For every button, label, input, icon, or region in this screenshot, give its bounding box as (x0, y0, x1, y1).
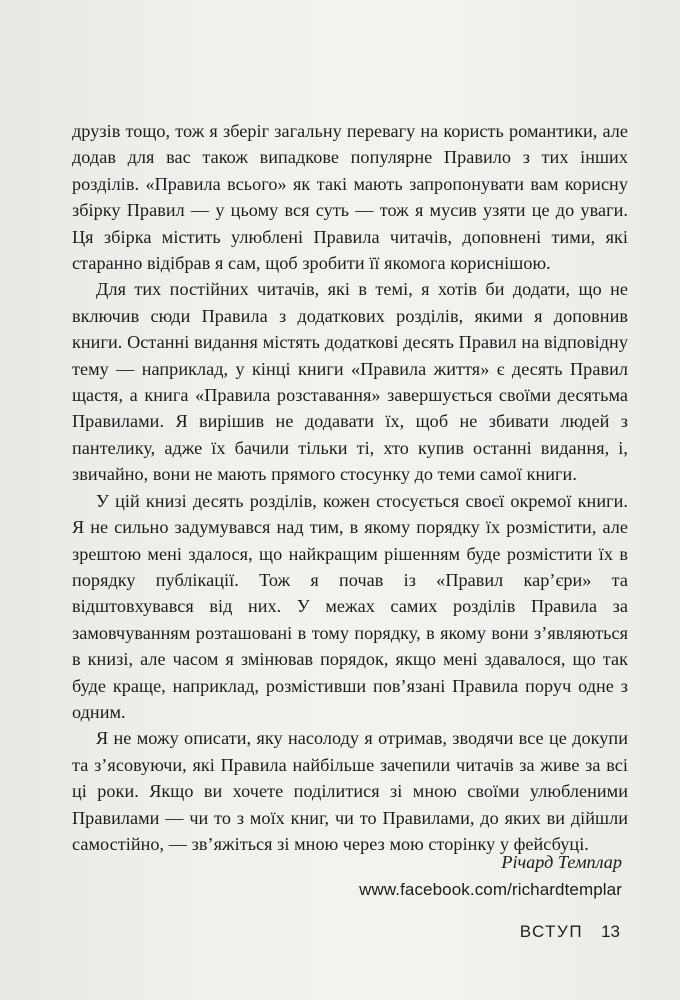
signature-block (202, 848, 622, 904)
paragraph: У цій книзі десять розділів, кожен стосується своєї окремої книги. Я не сильно задумувався над тим, в якому порядку їх розмістити, але зрештою мені здалося, що найкращим рішенням буде розмістити їх в порядку публікації. Тож я почав із «Правил кар’єри» та відштовхувався від них. У межах самих розділів Правила за замовчуванням розташовані в тому порядку, в якому вони з’являються в книзі, але часом я змінював порядок, якщо мені здавалося, що так буде краще, наприклад, розмістивши пов’язані Правила поруч одне з одним. (72, 490, 628, 722)
body-text (72, 118, 628, 857)
page-footer (520, 921, 620, 943)
page-number: 13 (601, 922, 620, 941)
section-title: ВСТУП (519, 922, 584, 941)
paragraph: Для тих постійних читачів, які в темі, я хотів би додати, що не включив сюди Правила з додаткових розділів, якими я доповнив книги. Останні видання містять додаткові десять Правил на відповідну тему — наприклад, у кінці книги «Правила життя» є десять Правил щастя, а книга «Правила розставання» завершується своїми десятьма Правилами. Я вирішив не додавати їх, щоб не збивати людей з пантелику, адже їх бачили тільки ті, хто купив останні видання, і, звичайно, вони не мають прямого стосунку до теми самої книги. (72, 279, 628, 485)
author-name: Річард Темплар (501, 852, 622, 872)
facebook-url: www.facebook.com/richardtemplar (359, 880, 622, 899)
paragraph-continued: друзів тощо, тож я зберіг загальну перевагу на користь романтики, але додав для вас також випадкове популярне Правило з тих інших розділів. «Правила всього» як такі мають запропонувати вам корисну збірку Правил — у цьому вся суть — тож я мусив узяти це до уваги. Ця збірка містить улюблені Правила читачів, доповнені тими, які старанно відібрав я сам, щоб зробити її якомога кориснішою. (72, 121, 628, 274)
paragraph: Я не можу описати, яку насолоду я отримав, зводячи все це докупи та з’ясовуючи, які Правила найбільше зачепили читачів за живе за всі ці роки. Якщо ви хочете поділитися зі мною своїми улюбленими Правилами — чи то з моїх книг, чи то Правилами, до яких ви дійшли самостійно, — зв’яжіться зі мною через мою сторінку у фейсбуці. (72, 728, 628, 854)
